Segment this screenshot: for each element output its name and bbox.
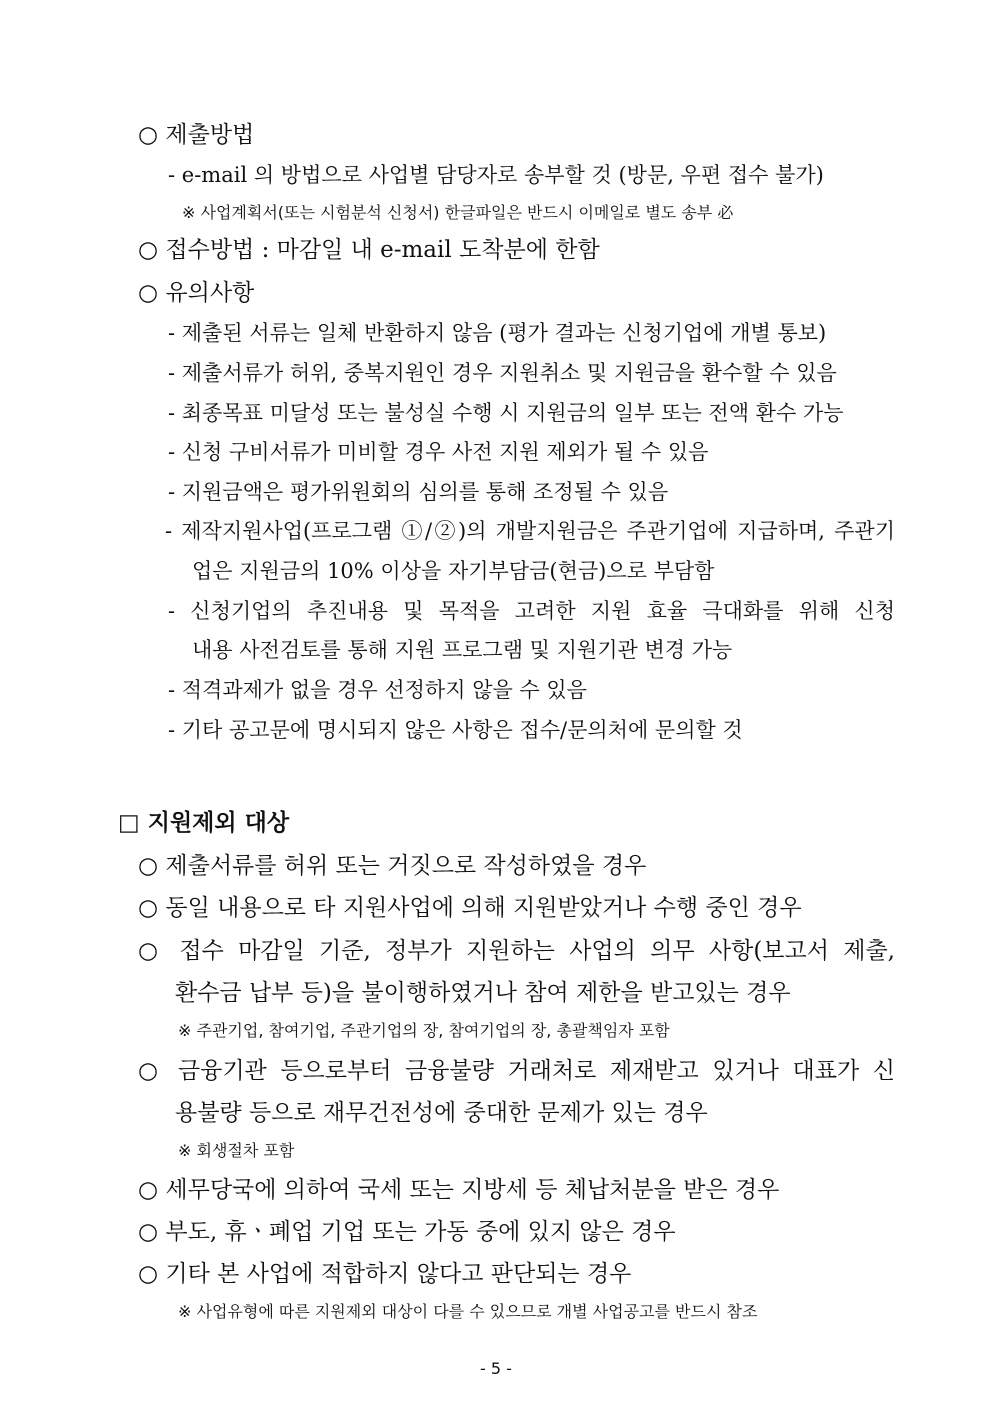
exclusion-item: ○ 제출서류를 허위 또는 거짓으로 작성하였을 경우 [138, 853, 647, 879]
exclusion-item-text: ○ 접수 마감일 기준, 정부가 지원하는 사업의 의무 사항(보고서 제출, [138, 938, 895, 964]
precaution-item [168, 595, 895, 625]
precaution-item: - 지원금액은 평가위원회의 심의를 통해 조정될 수 있음 [168, 480, 669, 504]
exclusion-item: ○ 동일 내용으로 타 지원사업에 의해 지원받았거나 수행 중인 경우 [138, 895, 802, 921]
exclusion-item-continuation: 용불량 등으로 재무건전성에 중대한 문제가 있는 경우 [175, 1100, 708, 1126]
precaution-item: - 최종목표 미달성 또는 불성실 수행 시 지원금의 일부 또는 전액 환수 가능 [168, 401, 844, 425]
exclusion-note: ※ 사업유형에 따른 지원제외 대상이 다를 수 있으므로 개별 사업공고를 반드시 참조 [178, 1302, 758, 1321]
precaution-item: - 기타 공고문에 명시되지 않은 사항은 접수/문의처에 문의할 것 [168, 718, 743, 742]
page-number: - 5 - [480, 1359, 512, 1378]
submission-method-item: - e-mail 의 방법으로 사업별 담당자로 송부할 것 (방문, 우편 접수 불가) [168, 163, 824, 187]
exclusion-item [138, 932, 895, 965]
exclusion-item: ○ 세무당국에 의하여 국세 또는 지방세 등 체납처분을 받은 경우 [138, 1177, 780, 1203]
precaution-item-continuation: 업은 지원금의 10% 이상을 자기부담금(현금)으로 부담함 [192, 559, 715, 583]
exclusion-item: ○ 부도, 휴ㆍ폐업 기업 또는 가동 중에 있지 않은 경우 [138, 1219, 676, 1245]
precautions-heading: ○ 유의사항 [138, 280, 255, 306]
precaution-item-text: - 신청기업의 추진내용 및 목적을 고려한 지원 효율 극대화를 위해 신청 [168, 599, 895, 623]
precaution-item: - 제출서류가 허위, 중복지원인 경우 지원취소 및 지원금을 환수할 수 있음 [168, 361, 837, 385]
precaution-item [165, 515, 895, 545]
precaution-item: - 적격과제가 없을 경우 선정하지 않을 수 있음 [168, 678, 587, 702]
precaution-item: - 신청 구비서류가 미비할 경우 사전 지원 제외가 될 수 있음 [168, 440, 709, 464]
exclusion-section-title: □ 지원제외 대상 [118, 810, 290, 836]
exclusion-item-text: ○ 금융기관 등으로부터 금융불량 거래처로 제재받고 있거나 대표가 신 [138, 1058, 895, 1084]
exclusion-item: ○ 기타 본 사업에 적합하지 않다고 판단되는 경우 [138, 1261, 632, 1287]
precaution-item: - 제출된 서류는 일체 반환하지 않음 (평가 결과는 신청기업에 개별 통보) [168, 321, 827, 345]
exclusion-note: ※ 주관기업, 참여기업, 주관기업의 장, 참여기업의 장, 총괄책임자 포함 [178, 1021, 670, 1040]
precaution-item-continuation: 내용 사전검토를 통해 지원 프로그램 및 지원기관 변경 가능 [192, 638, 733, 662]
exclusion-note: ※ 회생절차 포함 [178, 1141, 295, 1160]
exclusion-item [138, 1052, 895, 1085]
receipt-method-heading: ○ 접수방법 : 마감일 내 e-mail 도착분에 한함 [138, 237, 600, 263]
precaution-item-text: - 제작지원사업(프로그램 ①/②)의 개발지원금은 주관기업에 지급하며, 주관기 [165, 519, 895, 543]
submission-method-heading: ○ 제출방법 [138, 122, 255, 148]
exclusion-item-continuation: 환수금 납부 등)을 불이행하였거나 참여 제한을 받고있는 경우 [175, 980, 791, 1006]
submission-method-note: ※ 사업계획서(또는 시험분석 신청서) 한글파일은 반드시 이메일로 별도 송부 必 [182, 203, 734, 222]
